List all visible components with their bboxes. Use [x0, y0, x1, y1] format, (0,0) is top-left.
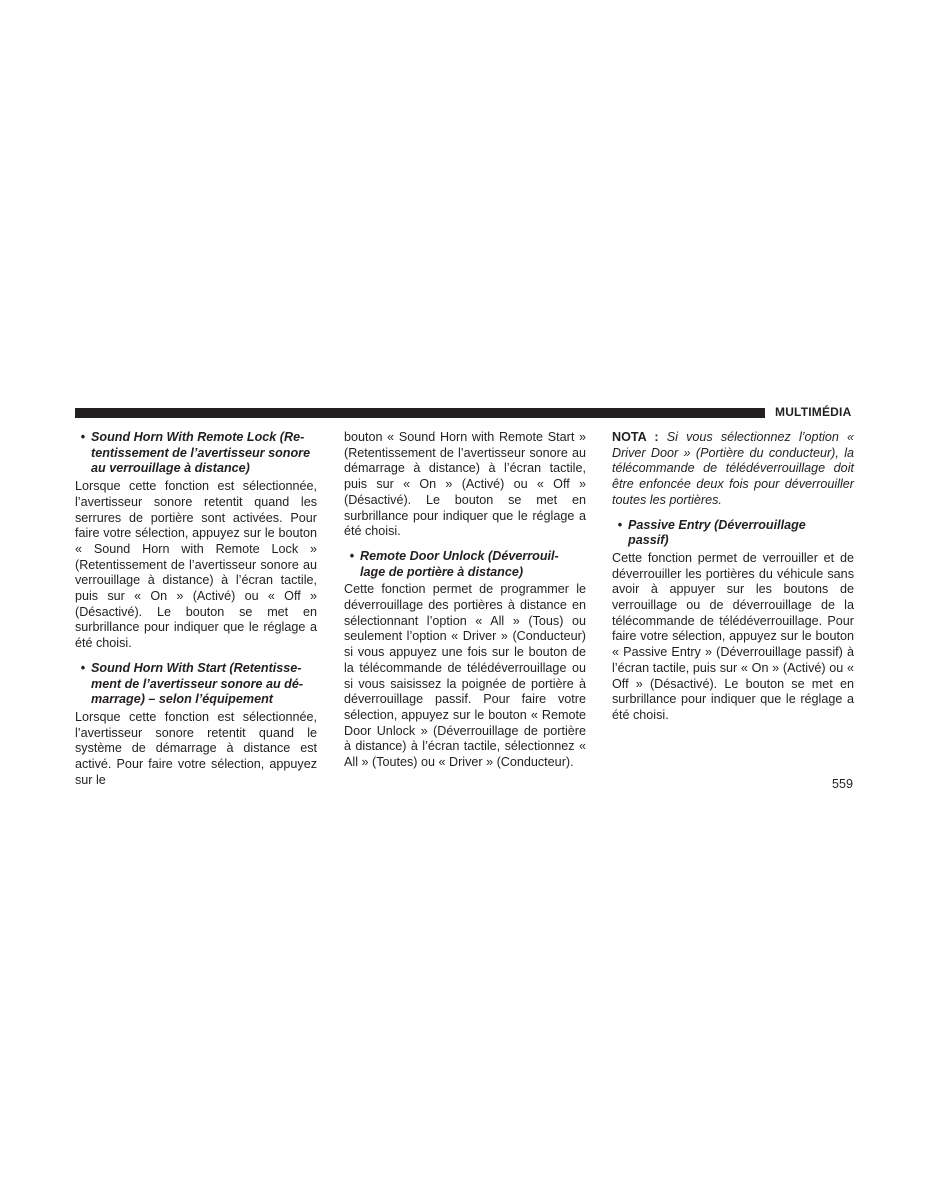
- paragraph: Cette fonction permet de verrouiller et de déverrouiller les portières du véhicule sans avoir à appuyer sur les boutons de verrouillage ou de déverrouillage de la télécommande de télédéverrouillage. Pour faire votre sélection, appuyez sur le bouton « Passive Entry » (Déverrouillage passif) à l’écran tactile, puis sur « On » (Activé) ou « Off » (Désactivé). Le bouton se met en surbrillance pour indiquer que le réglage a été choisi.: [612, 550, 854, 722]
- bullet-heading-sound-horn-remote-lock: • Sound Horn With Remote Lock (Re- tentissement de l’avertisseur sonore au verrouillage à distance): [75, 430, 317, 477]
- paragraph: Lorsque cette fonction est sélectionnée, l’avertisseur sonore retentit quand les serrures de portière sont activées. Pour faire votre sélection, appuyez sur le bouton « Sound Horn with Remote Lock » (Retentissement de l’avertisseur sonore au verrouillage à distance) à l’écran tactile, puis sur « On » (Activé) ou « Off » (Désactivé). Le bouton se met en surbrillance pour indiquer que le réglage a été choisi.: [75, 479, 317, 651]
- bullet-icon: •: [349, 548, 355, 563]
- column-3: [612, 430, 854, 733]
- bullet-heading-passive-entry: • Passive Entry (Déverrouillage passif): [612, 518, 854, 549]
- note-text: Si vous sélectionnez l’option « Driver Door » (Portière du conducteur), la télécommande de télédéverrouillage doit être enfoncée deux fois pour déverrouiller toutes les portières.: [612, 430, 855, 507]
- paragraph: bouton « Sound Horn with Remote Start » (Retentissement de l’avertisseur sonore au démarrage à distance) à l’écran tactile, puis sur « On » (Activé) ou « Off » (Désactivé). Le bouton se met en surbrillance pour indiquer que le réglage a été choisi.: [344, 430, 586, 539]
- paragraph: Lorsque cette fonction est sélectionnée, l’avertisseur sonore retentit quand le système de démarrage à distance est activé. Pour faire votre sélection, appuyez sur le: [75, 709, 317, 787]
- section-title: MULTIMÉDIA: [775, 405, 852, 419]
- note-label: NOTA :: [612, 430, 659, 444]
- column-1: [75, 430, 317, 797]
- page-number: 559: [832, 777, 854, 791]
- column-2: [344, 430, 586, 780]
- note: [612, 430, 854, 509]
- section-header-bar: [75, 408, 765, 418]
- bullet-heading-sound-horn-start: • Sound Horn With Start (Retentisse- ment de l’avertisseur sonore au dé- marrage) – selon l’équipement: [75, 661, 317, 708]
- bullet-icon: •: [617, 517, 623, 532]
- paragraph: Cette fonction permet de programmer le déverrouillage des portières à distance en sélectionnant l’option « All » (Tous) ou seulement l’option « Driver » (Conducteur) si vous appuyez une fois sur le bouton de la télécommande de télédéverrouillage ou si vous saisissez la poignée de portière à déverrouillage passif. Pour faire votre sélection, appuyez sur le bouton « Remote Door Unlock » (Déverrouillage de portière à distance) à l’écran tactile, sélectionnez « All » (Toutes) ou « Driver » (Conducteur).: [344, 582, 586, 770]
- bullet-icon: •: [80, 660, 86, 675]
- bullet-icon: •: [80, 430, 86, 444]
- bullet-heading-remote-door-unlock: • Remote Door Unlock (Déverrouil- lage de portière à distance): [344, 549, 586, 580]
